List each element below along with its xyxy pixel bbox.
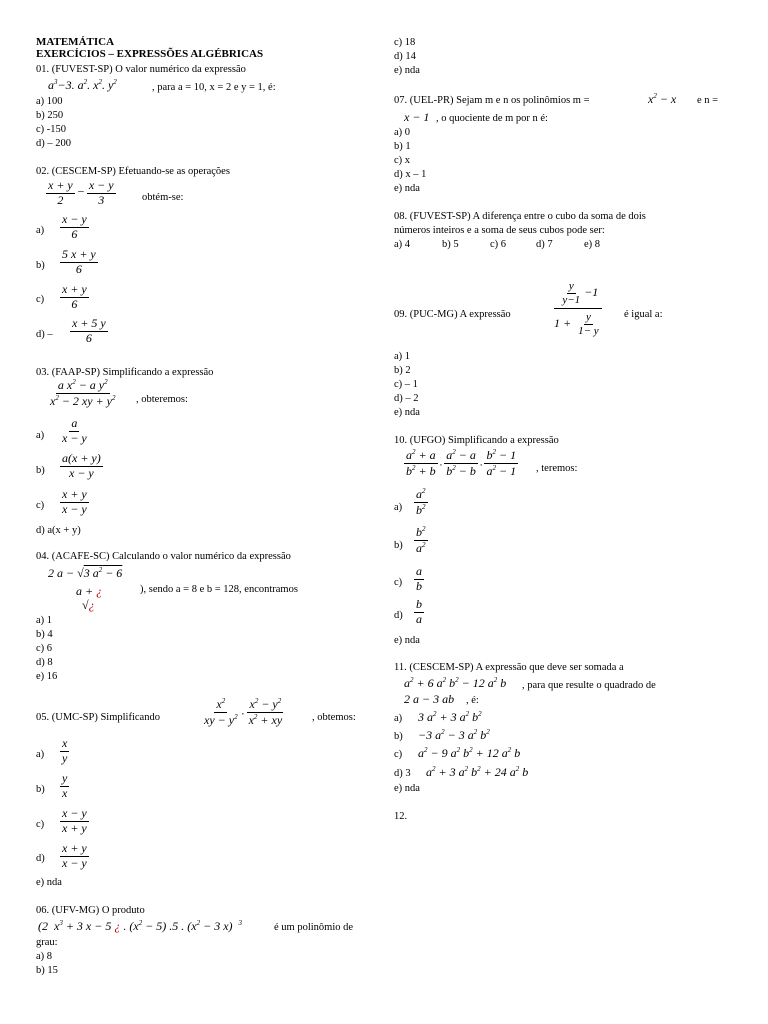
q07-option-e: e) nda	[394, 183, 420, 194]
q03-option-b: b)	[36, 465, 45, 476]
q02-after: obtém-se:	[142, 192, 184, 203]
q02-option-c: c)	[36, 294, 45, 305]
q11-option-d: d) 3	[394, 768, 411, 779]
q01-condition: , para a = 10, x = 2 e y = 1, é:	[152, 82, 276, 93]
q11-option-a: a)	[394, 713, 403, 724]
q10-option-c-expr: $\frac{a}{b}$	[416, 564, 422, 593]
q01-expression: $a^3-3$. $a^2$. $x^2$. $y^2$	[48, 78, 117, 92]
q04-option-a: a) 1	[36, 615, 53, 626]
q02-option-a: a)	[36, 225, 45, 236]
q06-option-e: e) nda	[394, 65, 420, 76]
q07-option-b: b) 1	[394, 141, 411, 152]
q11-after2: , é:	[466, 695, 479, 706]
q09-option-b: b) 2	[394, 365, 411, 376]
q05-option-d-expr: $\frac{x + y}{x - y}$	[62, 841, 87, 870]
q01-option-a: a) 100	[36, 96, 63, 107]
q02-option-d-expr: $\frac{x + 5 y}{6}$	[72, 316, 106, 345]
q10-option-b-expr: $\frac{b^2}{a^2}$	[416, 525, 426, 555]
q10-option-c: c)	[394, 577, 403, 588]
q06-after: é um polinômio de	[274, 922, 354, 933]
q05-stem: 05. (UMC-SP) Simplificando	[36, 712, 160, 723]
q03-option-a-expr: $\frac{a}{x - y}$	[62, 416, 87, 445]
q05-option-b-expr: $\frac{y}{x}$	[62, 771, 68, 800]
q03-expression: $\frac{a x^2 - a y^2}{x^2 - 2 xy + y^2}$	[50, 378, 116, 408]
q02-option-d: d) –	[36, 329, 53, 340]
q04-expression: 2 a − √3 $a^2 - 6$	[48, 566, 123, 580]
q02-option-b-expr: $\frac{5 x + y}{6}$	[62, 247, 96, 276]
q09-after: é igual a:	[624, 309, 663, 320]
q04-expression-denominator: a + ¿	[76, 584, 103, 598]
q07-option-d: d) x – 1	[394, 169, 427, 180]
q07-option-a: a) 0	[394, 127, 411, 138]
q02-option-b: b)	[36, 260, 45, 271]
q11-option-c-expr: $a^2 - 9$ $a^2$ $b^2 + 12$ $a^2$ b	[418, 746, 521, 760]
q11-option-e: e) nda	[394, 783, 420, 794]
q01-option-d: d) – 200	[36, 138, 71, 149]
q08-option-b: b) 5	[442, 239, 459, 250]
q03-option-c: c)	[36, 500, 45, 511]
q08-stem-line1: 08. (FUVEST-SP) A diferença entre o cubo da soma de dois	[394, 211, 646, 222]
q01-option-b: b) 250	[36, 110, 64, 121]
q08-option-c: c) 6	[490, 239, 507, 250]
q02-stem: 02. (CESCEM-SP) Efetuando-se as operações	[36, 166, 230, 177]
q10-option-a-expr: $\frac{a^2}{b^2}$	[416, 487, 426, 517]
q04-stem: 04. (ACAFE-SC) Calculando o valor numérico da expressão	[36, 551, 291, 562]
q03-option-a: a)	[36, 430, 45, 441]
q07-continuation: , o quociente de m por n é:	[436, 113, 548, 124]
q03-option-b-expr: $\frac{a(x + y)}{x - y}$	[62, 451, 101, 480]
q05-option-c-expr: $\frac{x - y}{x + y}$	[62, 806, 87, 835]
q02-option-a-expr: $\frac{x - y}{6}$	[62, 212, 87, 241]
q02-option-c-expr: $\frac{x + y}{6}$	[62, 282, 87, 311]
q09-option-e: e) nda	[394, 407, 420, 418]
q10-option-b: b)	[394, 540, 403, 551]
q05-option-e: e) nda	[36, 877, 62, 888]
q05-option-a-expr: $\frac{x}{y}$	[62, 736, 68, 765]
q06-expression: (2 $x^3 + 3$ x − 5 ¿ . $(x^2 - 5)$ .5 . ($x^2 - 3$ x) $^3$	[38, 919, 243, 933]
q12-stem: 12.	[394, 811, 408, 822]
q02-expression: $\frac{x + y}{2}$ − $\frac{x - y}{3}$	[48, 178, 114, 207]
q11-expression: $a^2 + 6$ $a^2$ $b^2 - 12$ $a^2$ b	[404, 676, 507, 690]
q06-option-d: d) 14	[394, 51, 416, 62]
q10-option-e: e) nda	[394, 635, 420, 646]
q11-option-a-expr: 3 $a^2 + 3$ $a^2$ $b^2$	[418, 710, 482, 724]
q03-stem: 03. (FAAP-SP) Simplificando a expressão	[36, 367, 214, 378]
q11-after: , para que resulte o quadrado de	[522, 680, 656, 691]
q04-expression-root: √¿	[82, 598, 95, 612]
q08-option-d: d) 7	[536, 239, 553, 250]
subject-heading: MATEMÁTICA	[36, 36, 115, 48]
q11-option-d-expr: $a^2 + 3$ $a^2$ $b^2 + 24$ $a^2$ b	[426, 765, 529, 779]
q10-option-d: d)	[394, 610, 403, 621]
q09-stem: 09. (PUC-MG) A expressão	[394, 309, 511, 320]
q06-option-c: c) 18	[394, 37, 416, 48]
q11-stem: 11. (CESCEM-SP) A expressão que deve ser somada a	[394, 662, 624, 673]
q03-after: , obteremos:	[136, 394, 188, 405]
page-title: EXERCÍCIOS – EXPRESSÕES ALGÉBRICAS	[36, 48, 264, 60]
q08-option-a: a) 4	[394, 239, 411, 250]
q10-stem: 10. (UFGO) Simplificando a expressão	[394, 435, 559, 446]
q04-after: ), sendo a = 8 e b = 128, encontramos	[140, 584, 298, 595]
q05-option-d: d)	[36, 853, 45, 864]
q04-option-c: c) 6	[36, 643, 53, 654]
q01-stem: 01. (FUVEST-SP) O valor numérico da expressão	[36, 64, 246, 75]
q07-n-expression: x − 1	[404, 110, 430, 124]
q07-stem: 07. (UEL-PR) Sejam m e n os polinômios m =	[394, 95, 590, 106]
q07-mid: e n =	[697, 95, 719, 106]
q05-option-a: a)	[36, 749, 45, 760]
q11-option-c: c)	[394, 749, 403, 760]
q03-option-d: d) a(x + y)	[36, 525, 81, 536]
q10-option-d-expr: $\frac{b}{a}$	[416, 597, 422, 626]
q09-option-d: d) – 2	[394, 393, 419, 404]
q08-option-e: e) 8	[584, 239, 601, 250]
q07-m-expression: $x^2 - x$	[648, 92, 677, 106]
q07-option-c: c) x	[394, 155, 411, 166]
q10-option-a: a)	[394, 502, 403, 513]
q04-option-e: e) 16	[36, 671, 58, 682]
q10-expression: $\frac{a^2 + a}{b^2 + b}$ . $\frac{a^2 - a}{b^2 - b}$ . $\frac{b^2 - 1}{a^2 - 1}$	[406, 448, 517, 478]
q06-option-b: b) 15	[36, 965, 58, 976]
q06-continuation: grau:	[36, 937, 58, 948]
q05-expression: $\frac{x^2}{xy - y^2}$ . $\frac{x^2 - y^2}{x^2 + xy}$	[204, 697, 283, 727]
q08-stem-line2: números inteiros e a soma de seus cubos pode ser:	[394, 225, 605, 236]
q05-after: , obtemos:	[312, 712, 356, 723]
q11-target-expression: 2 a − 3 ab	[404, 692, 455, 706]
q09-expression: $\frac{y}{y-1}$ −1 1 + $\frac{y}{1- y}$	[548, 278, 609, 340]
q03-option-c-expr: $\frac{x + y}{x - y}$	[62, 487, 87, 516]
q09-option-a: a) 1	[394, 351, 411, 362]
q04-option-b: b) 4	[36, 629, 53, 640]
q01-option-c: c) -150	[36, 124, 67, 135]
q11-option-b-expr: −3 $a^2 - 3$ $a^2$ $b^2$	[418, 728, 490, 742]
q05-option-b: b)	[36, 784, 45, 795]
q09-option-c: c) – 1	[394, 379, 418, 390]
q06-option-a: a) 8	[36, 951, 53, 962]
q05-option-c: c)	[36, 819, 45, 830]
q10-after: , teremos:	[536, 463, 578, 474]
q04-option-d: d) 8	[36, 657, 53, 668]
q06-stem: 06. (UFV-MG) O produto	[36, 905, 145, 916]
q11-option-b: b)	[394, 731, 403, 742]
